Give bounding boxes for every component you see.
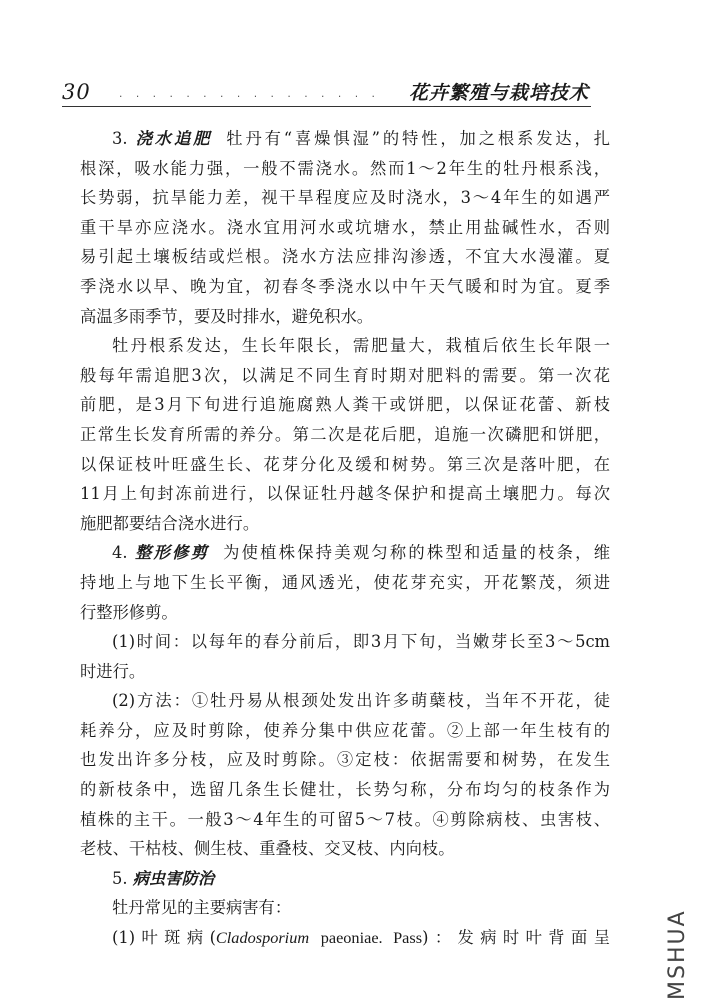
- paragraph-line: 正常生长发育所需的养分。第二次是花后肥，追施一次磷肥和饼肥，: [80, 424, 610, 444]
- line-text: 牡丹有“喜燥惧湿”的特性，加之根系发达，扎: [226, 129, 610, 148]
- line-text: (1)叶斑病(: [112, 928, 216, 948]
- page-number: 30: [62, 80, 91, 104]
- paragraph-line: 根深，吸水能力强，一般不需浇水。然而1～2年生的牡丹根系浅，: [80, 158, 610, 178]
- paragraph-line: 行整形修剪。: [80, 602, 178, 622]
- section-heading: 整形修剪: [134, 543, 210, 563]
- paragraph-line: 季浇水以早、晚为宜，初春冬季浇水以中午天气暖和时为宜。夏季: [80, 276, 610, 296]
- paragraph-line: 般每年需追肥3次，以满足不同生育时期对肥料的需要。第一次花: [80, 365, 610, 385]
- line-text: 为使植株保持美观匀称的株型和适量的枝条，维: [223, 543, 610, 563]
- page-body: [80, 124, 610, 953]
- paragraph-line: 以保证枝叶旺盛生长、花芽分化及缓和树势。第三次是落叶肥，在: [80, 454, 610, 474]
- paragraph-line: 牡丹常见的主要病害有：: [112, 898, 292, 918]
- paragraph-line: (1)时间：以每年的春分前后，即3月下旬，当嫩芽长至3～5cm: [112, 632, 610, 652]
- paragraph-line: 的新枝条中，选留几条生长健壮，长势匀称，分布均匀的枝条作为: [80, 780, 610, 800]
- section-heading: 浇水追肥: [135, 129, 213, 148]
- section-number: 3.: [112, 129, 128, 148]
- paragraph-line: 牡丹根系发达，生长年限长，需肥量大，栽植后依生长年限一: [112, 336, 610, 356]
- paragraph-line: [80, 538, 610, 568]
- watermark-text: MSHUA: [665, 909, 690, 1000]
- section-number: 5.: [112, 868, 128, 888]
- paragraph-line: 施肥都要结合浇水进行。: [80, 513, 260, 533]
- paragraph-line: 重干旱亦应浇水。浇水宜用河水或坑塘水，禁止用盐碱性水，否则: [80, 217, 610, 237]
- line-text: )：发病时叶背面呈: [422, 928, 610, 948]
- paragraph-line: [80, 923, 610, 953]
- paragraph-line: 也发出许多分枝，应及时剪除。③定枝：依据需要和树势，在发生: [80, 750, 610, 770]
- section-heading: 病虫害防治: [132, 868, 215, 888]
- header-rule: [62, 106, 591, 107]
- latin-genus: Cladosporium: [215, 928, 310, 948]
- paragraph-line: (2)方法：①牡丹易从根颈处发出许多萌蘖枝，当年不开花，徒: [112, 691, 610, 711]
- paragraph-line: 前肥，是3月下旬进行追施腐熟人粪干或饼肥，以保证花蕾、新枝: [80, 395, 610, 415]
- header-dots: . . . . . . . . . . . . . . . .: [118, 90, 379, 100]
- section-number: 4.: [112, 543, 128, 563]
- paragraph-line: 时进行。: [80, 661, 146, 681]
- paragraph-line: [80, 864, 610, 894]
- latin-species: paeoniae. Pass: [320, 928, 423, 948]
- page-header: [0, 0, 709, 110]
- paragraph-line: [80, 124, 610, 154]
- paragraph-line: 耗养分，应及时剪除，使养分集中供应花蕾。②上部一年生枝有的: [80, 720, 610, 740]
- paragraph-line: 高温多雨季节，要及时排水，避免积水。: [80, 306, 374, 326]
- paragraph-line: 长势弱，抗旱能力差，视干旱程度应及时浇水，3～4年生的如遇严: [80, 188, 610, 208]
- paragraph-line: 11月上旬封冻前进行，以保证牡丹越冬保护和提高土壤肥力。每次: [80, 484, 610, 504]
- paragraph-line: 持地上与地下生长平衡，通风透光，使花芽充实，开花繁茂，须进: [80, 572, 610, 592]
- book-title: 花卉繁殖与栽培技术: [408, 82, 589, 104]
- paragraph-line: 植株的主干。一般3～4年生的可留5～7枝。④剪除病枝、虫害枝、: [80, 809, 610, 829]
- paragraph-line: 老枝、干枯枝、侧生枝、重叠枝、交叉枝、内向枝。: [80, 839, 455, 859]
- paragraph-line: 易引起土壤板结或烂根。浇水方法应排沟渗透，不宜大水漫灌。夏: [80, 247, 610, 267]
